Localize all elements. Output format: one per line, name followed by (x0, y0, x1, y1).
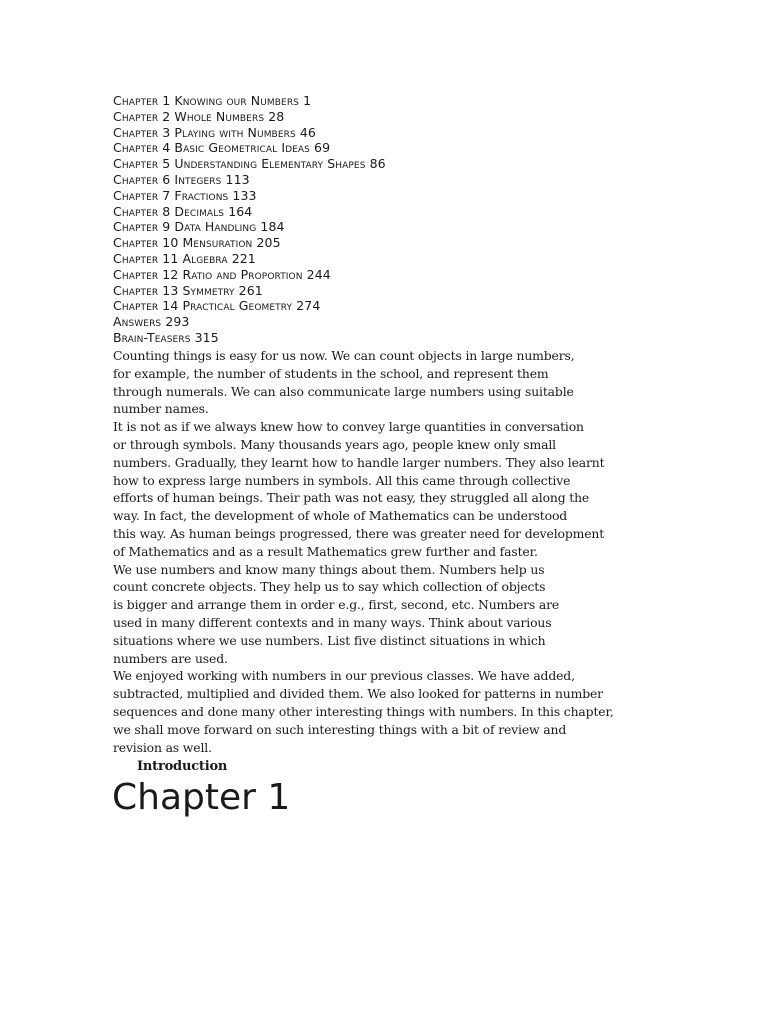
text-line: subtracted, multiplied and divided them. We also looked for patterns in number (113, 686, 603, 702)
table-of-contents (113, 93, 673, 346)
text-line: number names. (113, 401, 209, 417)
text-line: situations where we use numbers. List five distinct situations in which (113, 632, 546, 648)
text-line: of Mathematics and as a result Mathematics grew further and faster. (113, 543, 538, 559)
toc-entry: Chapter 4 Basic Geometrical Ideas 69 (113, 140, 331, 156)
toc-entry: Brain-Teasers 315 (113, 329, 219, 345)
section-heading: Introduction (137, 759, 228, 774)
text-line: used in many different contexts and in many ways. Think about various (113, 614, 552, 630)
text-line: sequences and done many other interesting things with numbers. In this chapter, (113, 703, 614, 719)
text-line: this way. As human beings progressed, there was greater need for development (113, 525, 605, 541)
chapter-title: Chapter 1 (112, 777, 291, 818)
toc-entry: Chapter 14 Practical Geometry 274 (113, 298, 321, 314)
toc-entry: Chapter 2 Whole Numbers 28 (113, 108, 285, 124)
text-line: how to express large numbers in symbols. All this came through collective (113, 472, 571, 488)
text-line: We use numbers and know many things about them. Numbers help us (113, 561, 545, 577)
paragraph (113, 667, 613, 756)
text-line: through numerals. We can also communicate large numbers using suitable (113, 383, 574, 399)
text-line: revision as well. (113, 739, 212, 755)
toc-entry: Chapter 9 Data Handling 184 (113, 219, 285, 235)
toc-entry: Chapter 12 Ratio and Proportion 244 (113, 266, 331, 282)
text-line: We enjoyed working with numbers in our previous classes. We have added, (113, 668, 575, 684)
toc-entry: Chapter 8 Decimals 164 (113, 203, 253, 219)
text-line: efforts of human beings. Their path was not easy, they struggled all along the (113, 490, 590, 506)
text-line: for example, the number of students in the school, and represent them (113, 365, 549, 381)
text-line: or through symbols. Many thousands years ago, people knew only small (113, 436, 556, 452)
toc-entry: Chapter 5 Understanding Elementary Shapes 86 (113, 156, 386, 172)
text-line: way. In fact, the development of whole of Mathematics can be understood (113, 508, 568, 524)
toc-entry: Chapter 11 Algebra 221 (113, 250, 256, 266)
toc-entry: Chapter 13 Symmetry 261 (113, 282, 263, 298)
toc-entry: Chapter 10 Mensuration 205 (113, 235, 281, 251)
text-line: Counting things is easy for us now. We can count objects in large numbers, (113, 348, 575, 363)
paragraph (113, 561, 613, 668)
text-line: It is not as if we always knew how to convey large quantities in conversation (113, 419, 584, 435)
toc-entry: Chapter 6 Integers 113 (113, 171, 250, 187)
toc-entry: Chapter 3 Playing with Numbers 46 (113, 124, 316, 140)
toc-entry: Chapter 7 Fractions 133 (113, 187, 257, 203)
text-line: numbers. Gradually, they learnt how to handle larger numbers. They also learnt (113, 454, 605, 470)
text-line: numbers are used. (113, 650, 228, 666)
body-text (113, 347, 613, 756)
paragraph (113, 418, 613, 560)
text-line: we shall move forward on such interesting things with a bit of review and (113, 721, 567, 737)
toc-entry: Answers 293 (113, 314, 190, 330)
text-line: is bigger and arrange them in order e.g., first, second, etc. Numbers are (113, 597, 560, 613)
toc-entry: Chapter 1 Knowing our Numbers 1 (113, 93, 312, 108)
paragraph (113, 347, 613, 418)
text-line: count concrete objects. They help us to say which collection of objects (113, 579, 546, 595)
